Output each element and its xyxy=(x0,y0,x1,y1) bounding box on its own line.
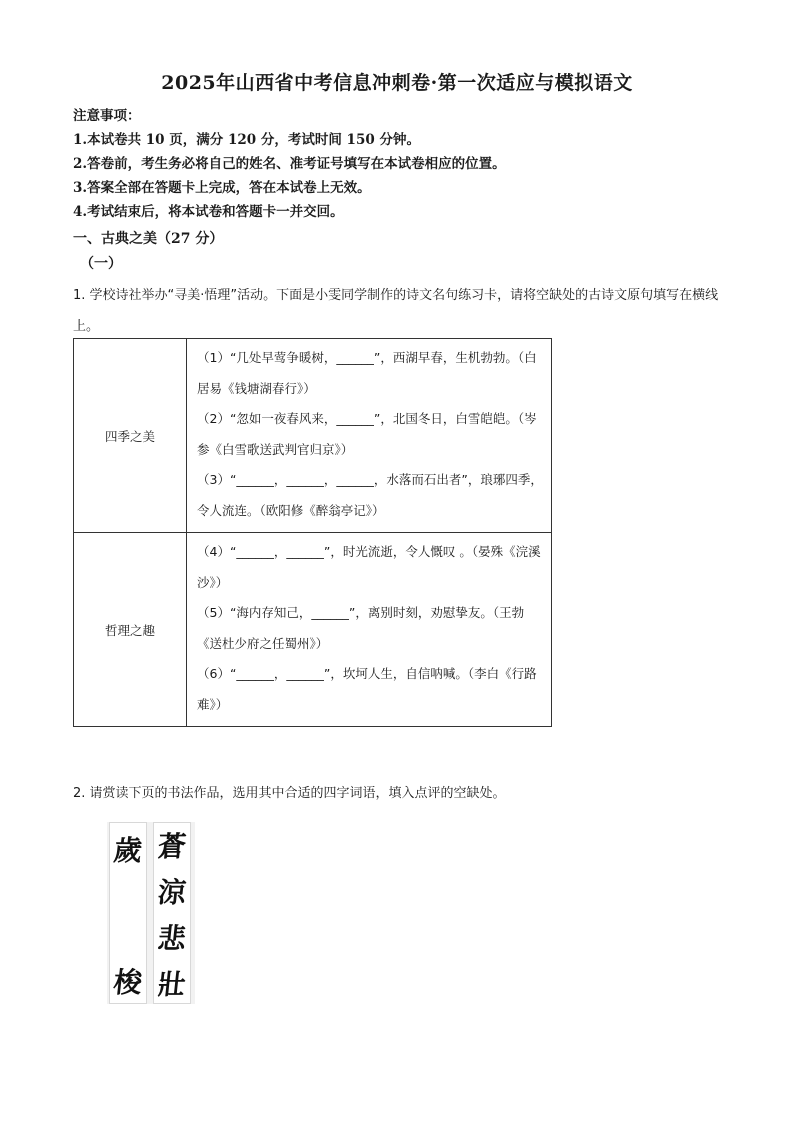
notice-item: 3.答案全部在答题卡上完成，答在本试卷上无效。 xyxy=(73,180,371,196)
calligraphy-glyph: 悲 xyxy=(156,922,188,955)
category-cell: 哲理之趣 xyxy=(74,533,187,727)
notice-item: 2.答卷前，考生务必将自己的姓名、准考证号填写在本试卷相应的位置。 xyxy=(73,156,506,172)
notice-item: 4.考试结束后，将本试卷和答题卡一并交回。 xyxy=(73,204,344,220)
table-row xyxy=(74,533,552,727)
notice-block xyxy=(73,104,506,224)
calligraphy-glyph: 梭 xyxy=(112,966,144,999)
fill-in-item: （4）“______，______”，时光流逝，令人慨叹 。（晏殊《浣溪沙》） xyxy=(197,544,541,590)
calligraphy-strip-left xyxy=(109,822,147,1004)
fill-in-item: （2）“忽如一夜春风来，______”，北国冬日，白雪皑皑。（岑参《白雪歌送武判官归京》） xyxy=(197,411,537,457)
calligraphy-strip-right xyxy=(153,822,191,1004)
notice-item: 1.本试卷共 10 页，满分 120 分，考试时间 150 分钟。 xyxy=(73,132,420,148)
question-1-prompt: 1. 学校诗社举办“寻美·悟理”活动。下面是小雯同学制作的诗文名句练习卡，请将空缺处的古诗文原句填写在横线上。 xyxy=(73,288,719,334)
fill-in-item: （6）“______，______”，坎坷人生，自信呐喊。（李白《行路难》） xyxy=(197,666,537,712)
practice-card-table xyxy=(73,338,552,727)
notice-heading: 注意事项： xyxy=(73,108,141,124)
fill-in-item: （1）“几处早莺争暖树，______”，西湖早春，生机勃勃。（白居易《钱塘湖春行》） xyxy=(197,350,537,396)
table-row xyxy=(74,339,552,533)
category-cell: 四季之美 xyxy=(74,339,187,533)
calligraphy-artwork xyxy=(107,822,195,1004)
fill-in-item: （3）“______，______，______，水落而石出者”，琅琊四季，令人流连。（欧阳修《醉翁亭记》） xyxy=(197,472,543,518)
calligraphy-glyph: 歲 xyxy=(112,834,144,867)
section-heading: 一、古典之美（27 分） xyxy=(73,231,224,247)
question-2-prompt: 2. 请赏读下页的书法作品，选用其中合适的四字词语，填入点评的空缺处。 xyxy=(73,786,506,801)
page-title: 2025年山西省中考信息冲刺卷·第一次适应与模拟语文 xyxy=(161,72,633,94)
subsection-heading: （一） xyxy=(80,256,122,272)
calligraphy-glyph: 壯 xyxy=(156,968,188,1001)
items-cell xyxy=(187,533,552,727)
calligraphy-glyph: 蒼 xyxy=(156,830,188,863)
calligraphy-glyph: 涼 xyxy=(156,876,188,909)
fill-in-item: （5）“海内存知己，______”，离别时刻，劝慰挚友。（王勃《送杜少府之任蜀州》） xyxy=(197,605,525,651)
items-cell xyxy=(187,339,552,533)
